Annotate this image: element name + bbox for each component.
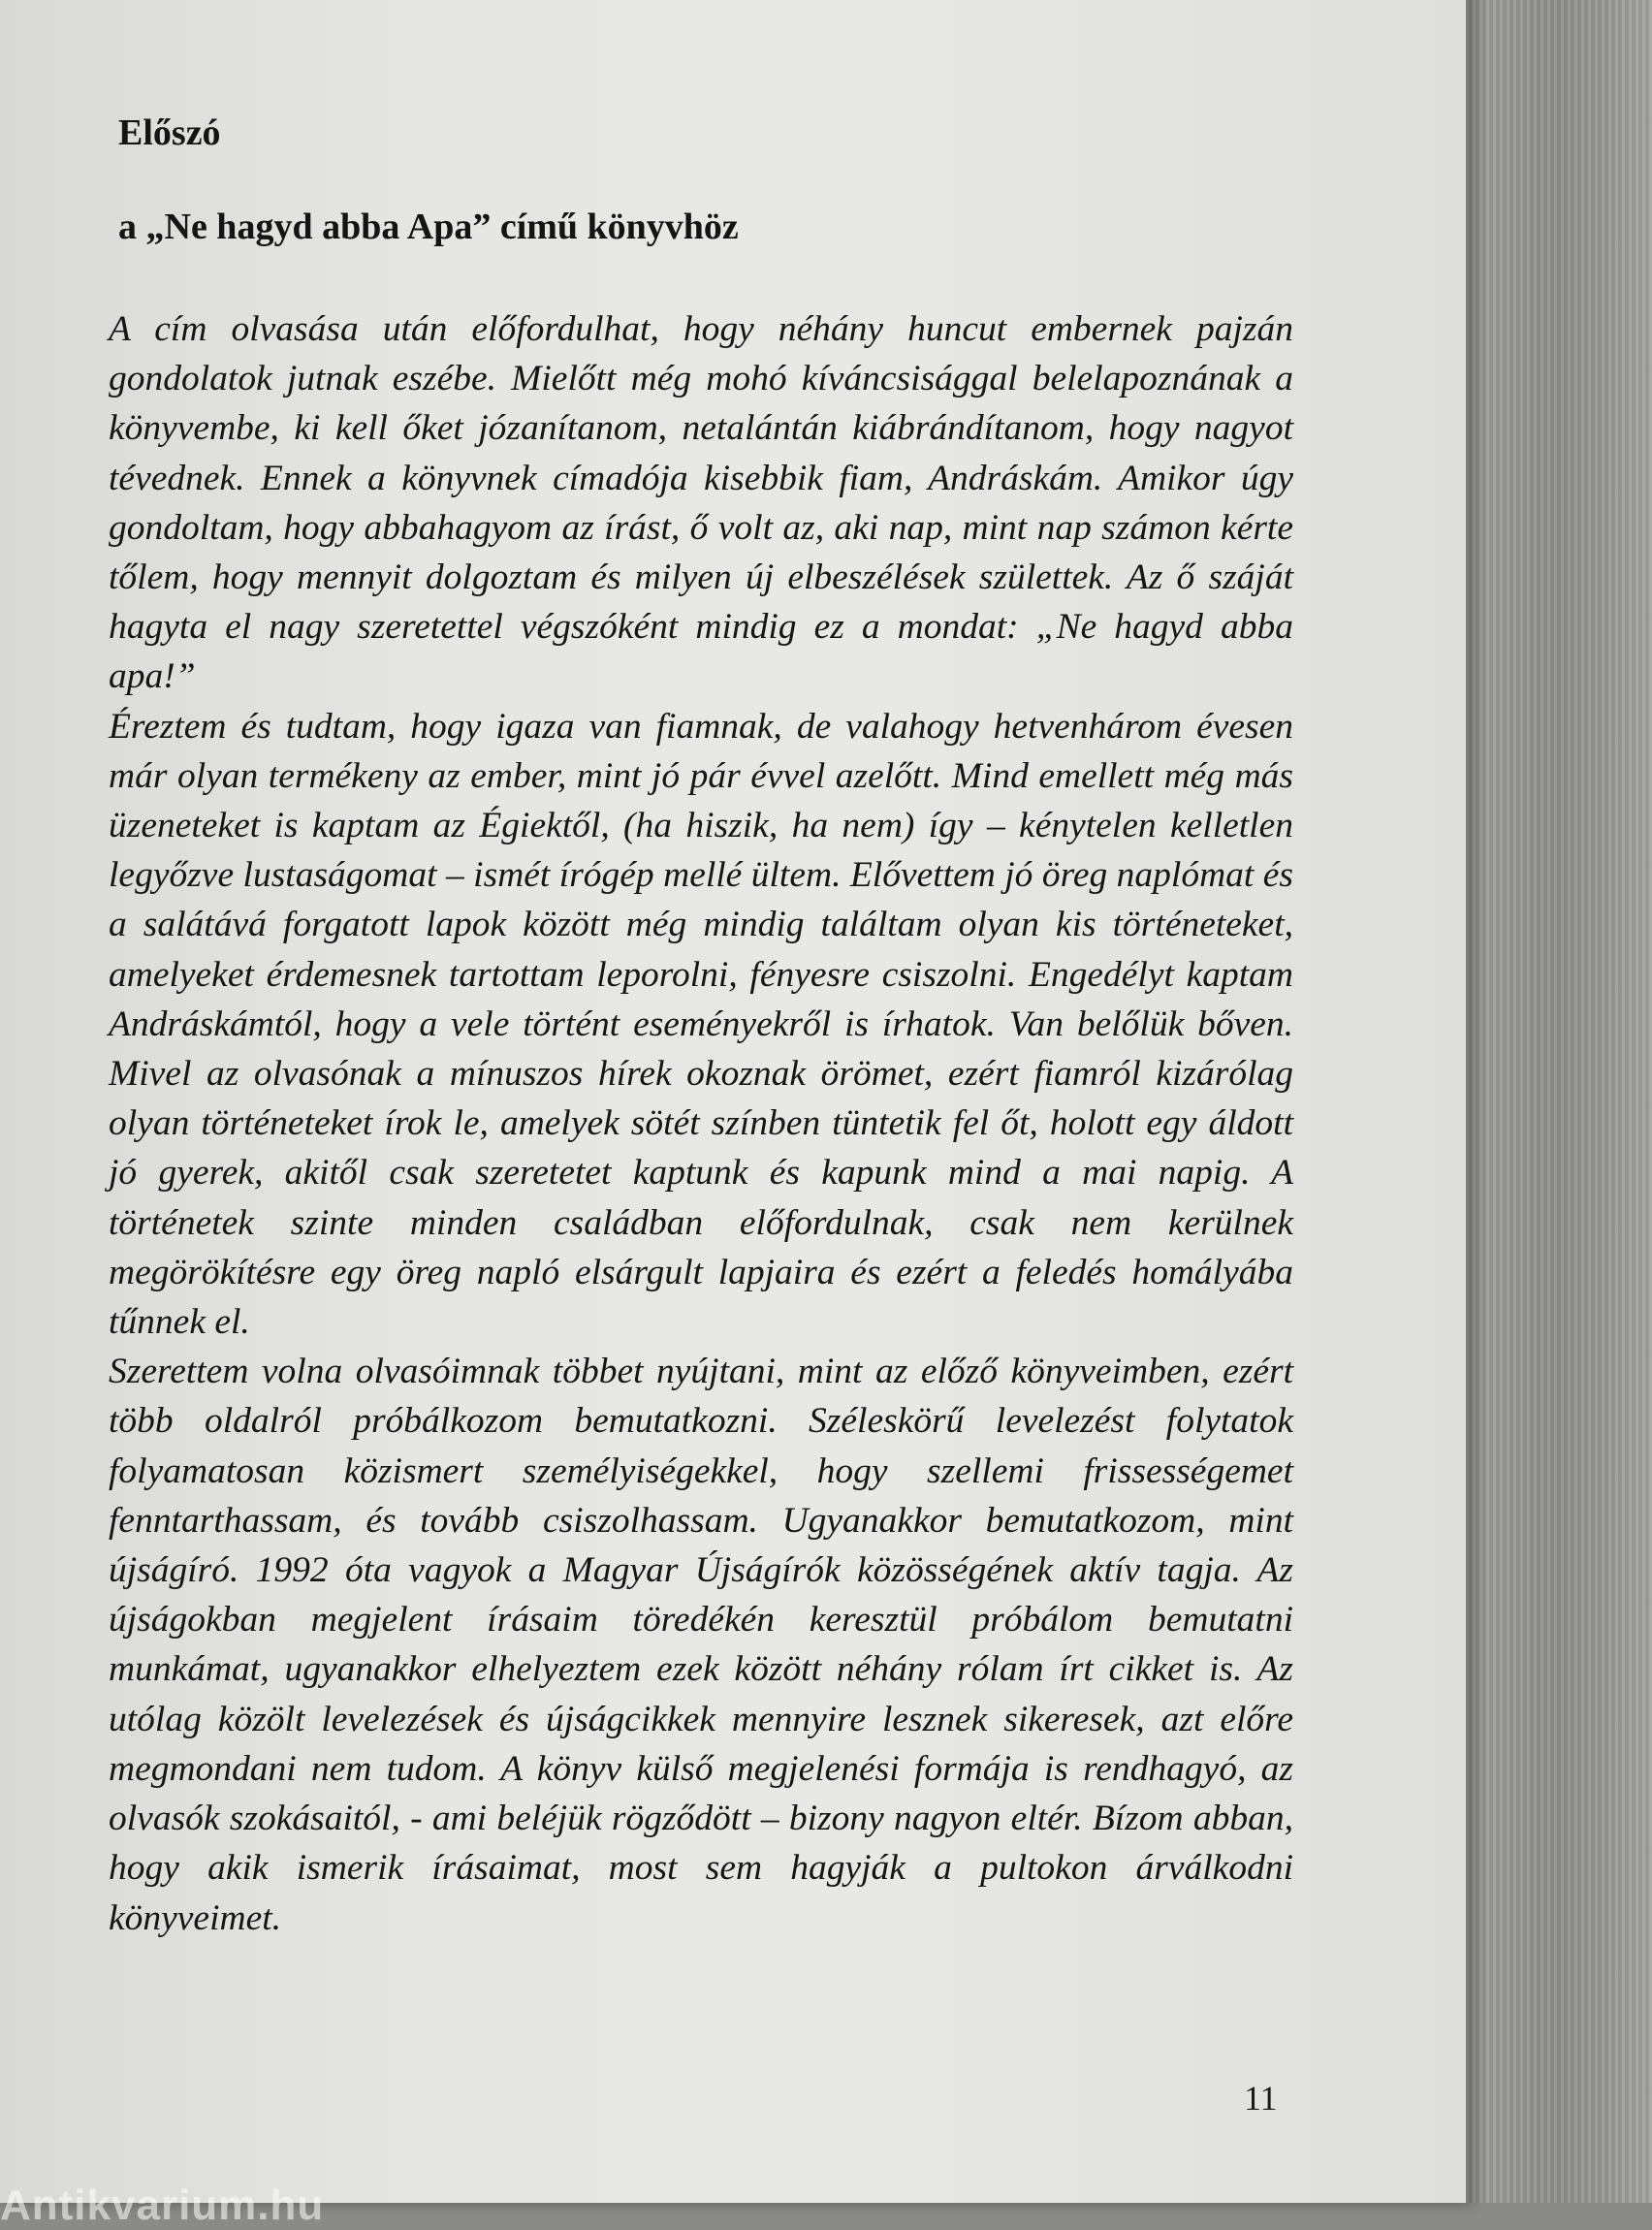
paragraph-3: Szerettem volna olvasóimnak többet nyújtani, mint az előző könyveimben, ezért több oldalról próbálkozom bemutatkozni. Széleskörű levelezést folytatok folyamatosan közismert személyiségekkel, hogy szellemi frissességemet fenntarthassam, és tovább csiszolhassam. Ugyanakkor bemutatkozom, mint újságíró. 1992 óta vagyok a Magyar Újságírók közösségének aktív tagja. Az újságokban megjelent írásaim töredékén keresztül próbálom bemutatni munkámat, ugyanakkor elhelyeztem ezek között néhány rólam írt cikket is. Az utólag közölt levelezések és újságcikkek mennyire lesznek sikeresek, azt előre megmondani nem tudom. A könyv külső megjelenési formája is rendhagyó, az olvasók szokásaitól, - ami beléjük rögződött – bizony nagyon eltér. Bízom abban, hogy akik ismerik írásaimat, most sem hagyják a pultokon árválkodni könyveimet.	[109, 1352, 1293, 1938]
page-title: Előszó	[118, 112, 221, 153]
paragraph-1: A cím olvasása után előfordulhat, hogy néhány huncut embernek pajzán gondolatok jutnak eszébe. Mielőtt még mohó kíváncsisággal belelapoznának a könyvembe, ki kell őket józanítanom, netalántán kiábrándítanom, hogy nagyot tévednek. Ennek a könyvnek címadója kisebbik fiam, Andráskám. Amikor úgy gondoltam, hogy abbahagyom az írást, ő volt az, aki nap, mint nap számon kérte tőlem, hogy mennyit dolgoztam és milyen új elbeszélések születtek. Az ő száját hagyta el nagy szeretettel végszóként mindig ez a mondat: „Ne hagyd abba apa!”	[109, 309, 1293, 697]
page-edge-background	[1466, 0, 1652, 2203]
page-subtitle: a „Ne hagyd abba Apa” című könyvhöz	[118, 207, 739, 247]
paragraph-2: Éreztem és tudtam, hogy igaza van fiamnak, de valahogy hetvenhárom évesen már olyan termékeny az ember, mint jó pár évvel azelőtt. Mind emellett még más üzeneteket is kaptam az Égiektől, (ha hiszik, ha nem) így – kénytelen kelletlen legyőzve lustaságomat – ismét írógép mellé ültem. Elővettem jó öreg naplómat és a salátává forgatott lapok között még mindig találtam olyan kis történeteket, amelyeket érdemesnek tartottam leporolni, fényesre csiszolni. Engedélyt kaptam Andráskámtól, hogy a vele történt eseményekről is írhatok. Van belőlük bőven. Mivel az olvasónak a mínuszos hírek okoznak örömet, ezért fiamról kizárólag olyan történeteket írok le, amelyek sötét színben tüntetik fel őt, holott egy áldott jó gyerek, akitől csak szeretetet kaptunk és kapunk mind a mai napig. A történetek szinte minden családban előfordulnak, csak nem kerülnek megörökítésre egy öreg napló elsárgult lapjaira és ezért a feledés homályába tűnnek el.	[109, 706, 1293, 1343]
page-number: 11	[1244, 2079, 1278, 2118]
body-text	[109, 304, 1293, 1943]
watermark: Antikvarium.hu	[0, 2182, 325, 2229]
